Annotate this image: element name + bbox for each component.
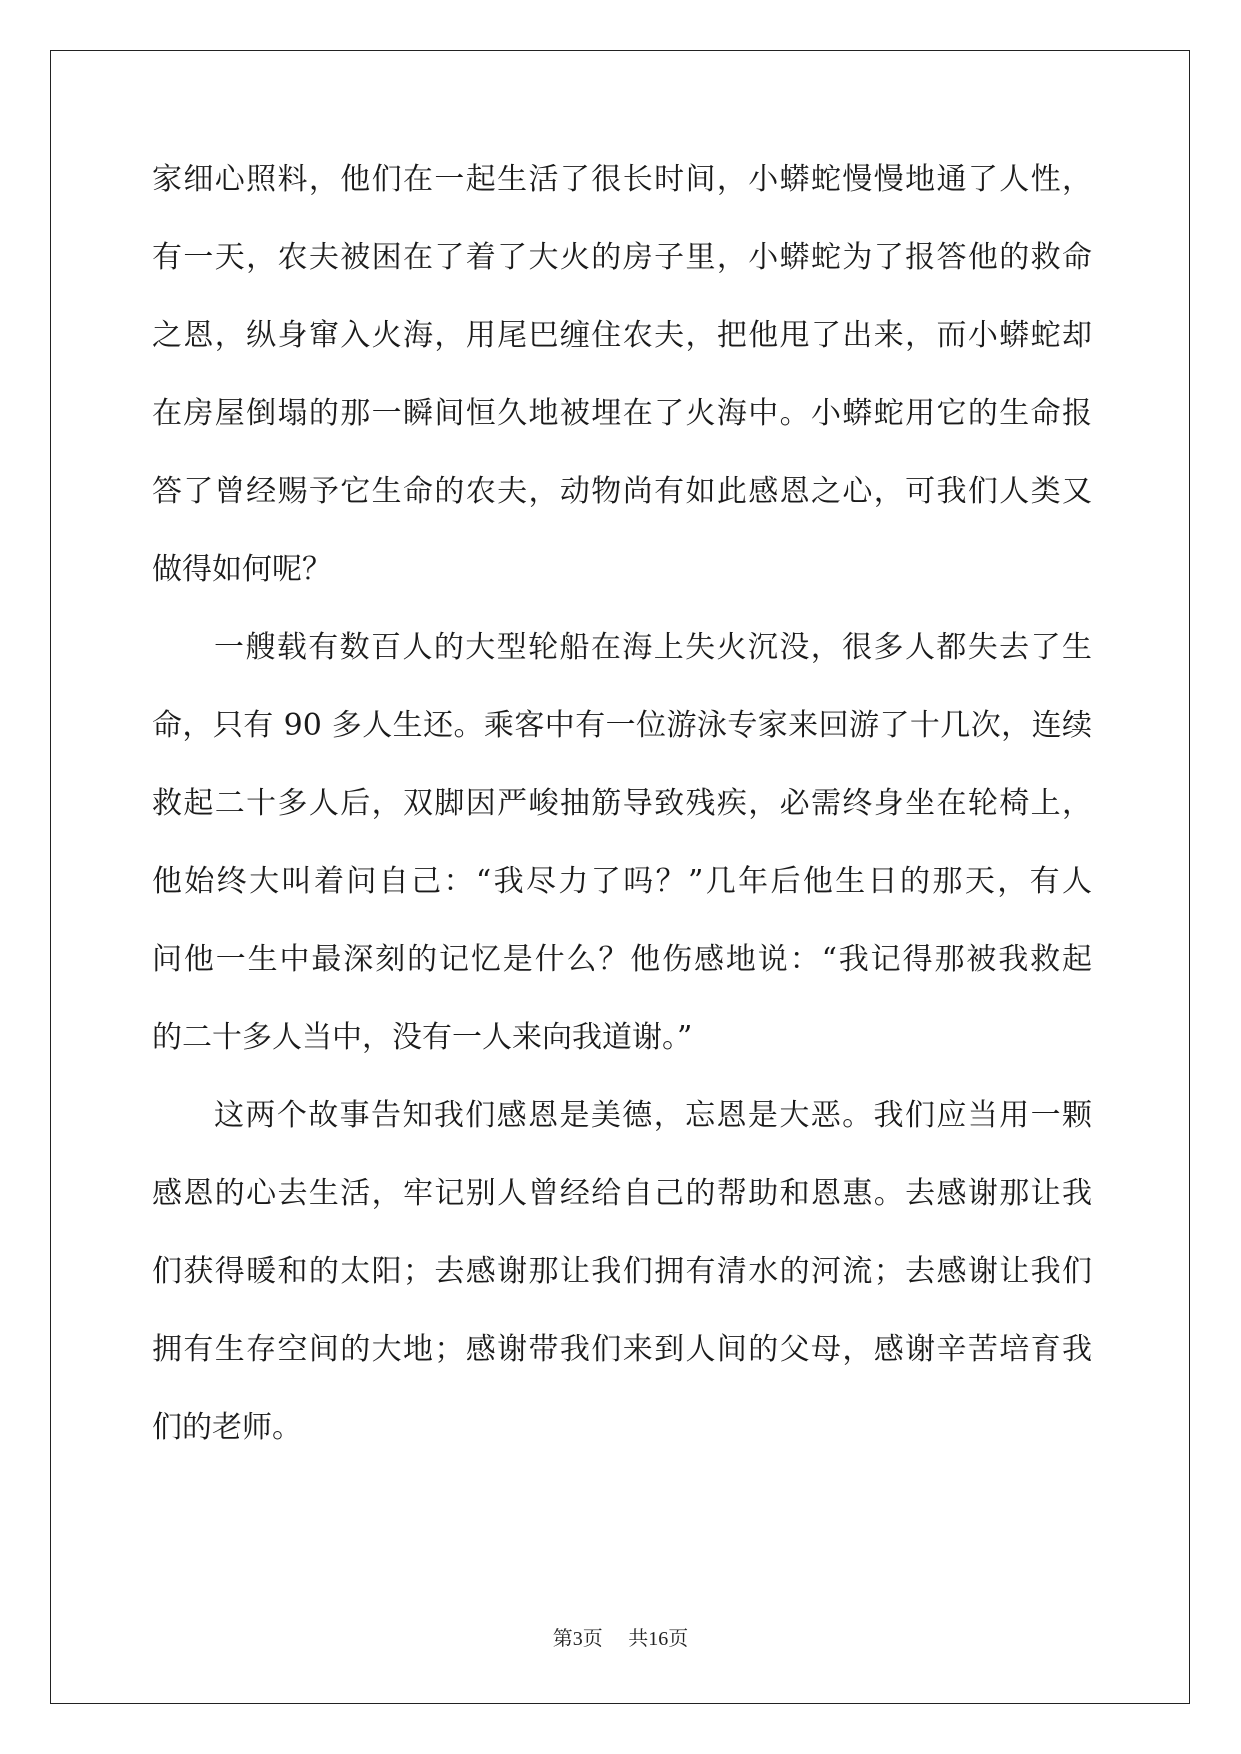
document-body: [152, 160, 1092, 1486]
text-line: 做得如何呢？: [152, 552, 332, 587]
page-number: 3: [572, 1628, 583, 1650]
total-pages: 16: [648, 1628, 669, 1650]
total-unit: 页: [668, 1626, 689, 1650]
text-line: 家细心照料，他们在一起生活了很长时间，小蟒蛇慢慢地通了人性，: [152, 162, 1092, 197]
text-line: 之恩，纵身窜入火海，用尾巴缠住农夫，把他甩了出来，而小蟒蛇却: [152, 318, 1092, 353]
text-line: 一艘载有数百人的大型轮船在海上失火沉没，很多人都失去了生: [214, 630, 1092, 665]
text-line: 在房屋倒塌的那一瞬间恒久地被埋在了火海中。小蟒蛇用它的生命报: [152, 396, 1092, 431]
total-prefix: 共: [628, 1626, 649, 1650]
text-line: 有一天，农夫被困在了着了大火的房子里，小蟒蛇为了报答他的救命: [152, 240, 1092, 275]
text-line: 救起二十多人后，双脚因严峻抽筋导致残疾，必需终身坐在轮椅上，: [152, 786, 1092, 821]
text-line: 拥有生存空间的大地；感谢带我们来到人间的父母，感谢辛苦培育我: [152, 1332, 1092, 1367]
page-prefix: 第: [552, 1626, 573, 1650]
text-line: 们获得暖和的太阳；去感谢那让我们拥有清水的河流；去感谢让我们: [152, 1254, 1092, 1289]
text-line: 这两个故事告知我们感恩是美德，忘恩是大恶。我们应当用一颗: [214, 1098, 1092, 1133]
text-line: 答了曾经赐予它生命的农夫，动物尚有如此感恩之心，可我们人类又: [152, 474, 1092, 509]
page-unit: 页: [582, 1626, 603, 1650]
paragraph-2: [152, 628, 1092, 1096]
text-line: 的二十多人当中，没有一人来向我道谢。”: [152, 1020, 693, 1055]
page-footer: [0, 1626, 1241, 1651]
text-line: 他始终大叫着问自己：“我尽力了吗？”几年后他生日的那天，有人: [152, 864, 1092, 899]
text-line: 命，只有 90 多人生还。乘客中有一位游泳专家来回游了十几次，连续: [152, 708, 1092, 743]
text-line: 们的老师。: [152, 1410, 302, 1445]
text-line: 问他一生中最深刻的记忆是什么？他伤感地说：“我记得那被我救起: [152, 942, 1092, 977]
text-line: 感恩的心去生活，牢记别人曾经给自己的帮助和恩惠。去感谢那让我: [152, 1176, 1092, 1211]
paragraph-1: [152, 160, 1092, 628]
paragraph-3: [152, 1096, 1092, 1486]
